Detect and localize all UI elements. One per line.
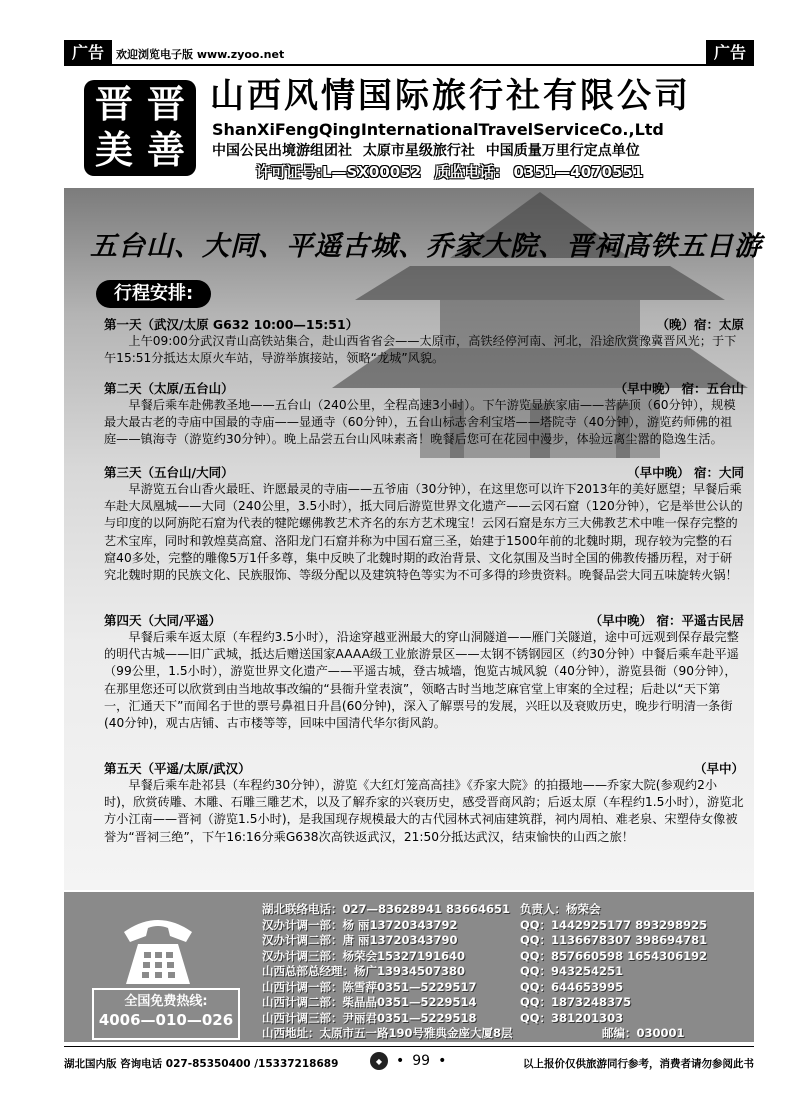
contact-row [262, 1026, 752, 1042]
company-logo [84, 80, 196, 176]
day-title: 第二天（太原/五台山） [104, 381, 234, 396]
contact-row [262, 933, 752, 949]
footer-right-text: 以上报价仅供旅游同行参考，消费者请勿参阅此书 [523, 1058, 754, 1070]
contact-info: 汉办计调二部：唐 丽13720343790 [262, 933, 458, 947]
contact-extra: 负责人：杨荣会 [520, 902, 601, 916]
contact-row [262, 1011, 752, 1027]
page-number: 99 [412, 1053, 431, 1069]
logo-char-4: 善 [146, 127, 185, 172]
contact-extra: QQ：381201303 [520, 1010, 624, 1025]
contact-extra: 邮编：030001 [602, 1026, 685, 1040]
top-divider [64, 64, 754, 66]
contact-list [262, 902, 752, 1042]
day-description: 上午09:00分武汉青山高铁站集合，赴山西省省会——太原市，高铁经停河南、河北，沿途欣赏豫冀晋风光；于下午15:51分抵达太原火车站，导游举旗接站，领略“龙城”风貌。 [104, 334, 737, 366]
contact-info: 山西计调三部：尹丽君0351—5229518 [262, 1010, 477, 1025]
page-number-group [370, 1052, 446, 1070]
contact-extra: QQ：1136678307 398694781 [520, 933, 708, 947]
ad-badge-right: 广告 [706, 40, 754, 66]
logo-char-1: 晋 [94, 81, 133, 126]
day-3-section [104, 464, 744, 584]
contact-extra: QQ：857660598 1654306192 [520, 948, 708, 963]
seal-icon: ◆ [370, 1052, 388, 1070]
contact-extra: QQ：644653995 [520, 979, 624, 994]
contact-extra: QQ：943254251 [520, 964, 624, 978]
contact-row [262, 902, 752, 918]
contact-info: 山西计调二部：柴晶晶0351—5229514 [262, 995, 477, 1009]
dot-icon: • [438, 1053, 447, 1069]
contact-row [262, 995, 752, 1011]
contact-extra: QQ：1873248375 [520, 995, 632, 1009]
contact-row [262, 949, 752, 965]
day-2-section [104, 380, 744, 449]
day-5-section [104, 760, 744, 846]
license-info: 许可证号:L—SX00052 质监电话: 0351—4070551 [256, 163, 644, 181]
day-description: 早餐后乘车返太原（车程约3.5小时），沿途穿越亚洲最大的穿山洞隧道——雁门关隧道，途中可远观到保存最完整的明代古城——旧广武城，抵达后赠送国家AAAA级工业旅游景区——太钢不锈钢园区（约30分钟）中餐后乘车赴平遥（99公里，1.5小时），游览世界文化遗产——平遥古城，登古城墙，饱览古城风貌（40分钟），游览县衙（90分钟），在那里您还可以欣赏到由当地故事改编的“县衙升堂表演”，领略古时当地芝麻官堂上审案的全过程；后赴以“天下第一，汇通天下”而闻名于世的票号鼻祖日升昌(60分钟)，深入了解票号的发展，兴旺以及衰败历史，晚步行明清一条街(40分钟)，观古店铺、古市楼等等，回味中国清代华尔街风韵。 [104, 630, 739, 731]
contact-row [262, 980, 752, 996]
ad-badge-left: 广告 [64, 40, 112, 66]
company-name: 山西风情国际旅行社有限公司 [210, 76, 691, 116]
day-meals: （晚）宿：太原 [656, 317, 744, 332]
hotline-box [92, 988, 240, 1040]
contact-info: 汉办计调一部：杨 丽13720343792 [262, 917, 458, 932]
logo-char-2: 晋 [146, 81, 185, 126]
contact-extra: QQ：1442925177 893298925 [520, 917, 708, 932]
itinerary-label: 行程安排: [96, 280, 211, 308]
day-meals: （早中） [693, 761, 744, 776]
footer-divider [64, 1046, 754, 1047]
logo-char-3: 美 [94, 127, 133, 172]
hotline-number[interactable]: 4006—010—026 [98, 1011, 234, 1029]
day-description: 早餐后乘车赴祁县（车程约30分钟），游览《大红灯笼高高挂》《乔家大院》的拍摄地——乔家大院(参观约2小时)，欣赏砖雕、木雕、石雕三雕艺术，以及了解乔家的兴衰历史，感受晋商风韵；后返太原（车程约1.5小时），游览北方小江南——晋祠（游览1.5小时)，是我国现存规模最大的古代园林式祠庙建筑群，祠内周柏、难老泉、宋塑侍女像被誉为“晋祠三绝”，下午16:16分乘G638次高铁返武汉，21:50分抵达武汉，结束愉快的山西之旅！ [104, 778, 744, 844]
day-description: 早游览五台山香火最旺、许愿最灵的寺庙——五爷庙（30分钟），在这里您可以许下2013年的美好愿望；早餐后乘车赴大凤凰城——大同（240公里，3.5小时），抵大同后游览世界文化遗产——云冈石窟（120分钟），它是举世公认的与印度的以阿旃陀石窟为代表的犍陀螺佛教艺术齐名的东方艺术瑰宝！云冈石窟是东方三大佛教艺术中唯一保存完整的艺术宝库，同时和敦煌莫高窟、洛阳龙门石窟并称为中国石窟三圣，始建于1500年前的北魏时期，现存较为完整的石窟40多处，完整的雕像5万1仟多尊，集中反映了北魏时期的政治背景、文化氛围及当时全国的佛教传播历程，对于研究北魏时期的民族文化、民族服饰、等级分配以及建筑特色等实为不可多得的珍贵资料。晚餐品尝大同五味旋转火锅！ [104, 482, 743, 583]
footer-left-text: 湖北国内版 咨询电话 027-85350400 /15337218689 [64, 1058, 339, 1070]
tour-title: 五台山、大同、平遥古城、乔家大院、晋祠高铁五日游 [90, 231, 762, 262]
contact-info: 山西计调一部：陈雪萍0351—5229517 [262, 979, 477, 994]
contact-info: 山西地址：太原市五一路190号雅典金座大厦8层 [262, 1026, 513, 1040]
day-meals: （早中晚） 宿：平遥古民居 [589, 613, 744, 628]
contact-info: 汉办计调三部：杨荣会15327191640 [262, 948, 466, 963]
dot-icon: • [396, 1053, 405, 1069]
hotline-label: 全国免费热线: [124, 994, 208, 1009]
day-1-section [104, 316, 744, 367]
day-title: 第一天（武汉/太原 G632 10:00—15:51） [104, 317, 359, 332]
welcome-text: 欢迎浏览电子版 www.zyoo.net [116, 48, 285, 61]
contact-info: 湖北联络电话：027—83628941 83664651 [262, 902, 511, 916]
day-description: 早餐后乘车赴佛教圣地——五台山（240公里，全程高速3小时）。下午游览显族家庙——菩萨顶（60分钟），规模最大最古老的寺庙中国最的寺庙——显通寺（60分钟），五台山标志舍利宝塔——塔院寺（40分钟），游览药师佛的祖庭——镇海寺（游览约30分钟）。晚上品尝五台山风味素斋！晚餐后您可在花园中漫步，体验远离尘嚣的隐逸生活。 [104, 398, 736, 447]
company-name-en: ShanXiFengQingInternationalTravelServiceCo.,Ltd [212, 120, 664, 139]
day-meals: （早中晚） 宿：大同 [627, 465, 744, 480]
day-title: 第三天（五台山/大同） [104, 465, 234, 480]
day-4-section [104, 612, 744, 732]
day-title: 第四天（大同/平遥） [104, 613, 222, 628]
contact-row [262, 918, 752, 934]
telephone-icon [118, 910, 198, 988]
contact-info: 山西总部总经理：杨广13934507380 [262, 964, 466, 978]
day-meals: （早中晚） 宿：五台山 [614, 381, 744, 396]
contact-row [262, 964, 752, 980]
company-credentials: 中国公民出境游组团社 太原市星级旅行社 中国质量万里行定点单位 [212, 143, 640, 159]
day-title: 第五天（平遥/太原/武汉） [104, 761, 251, 776]
